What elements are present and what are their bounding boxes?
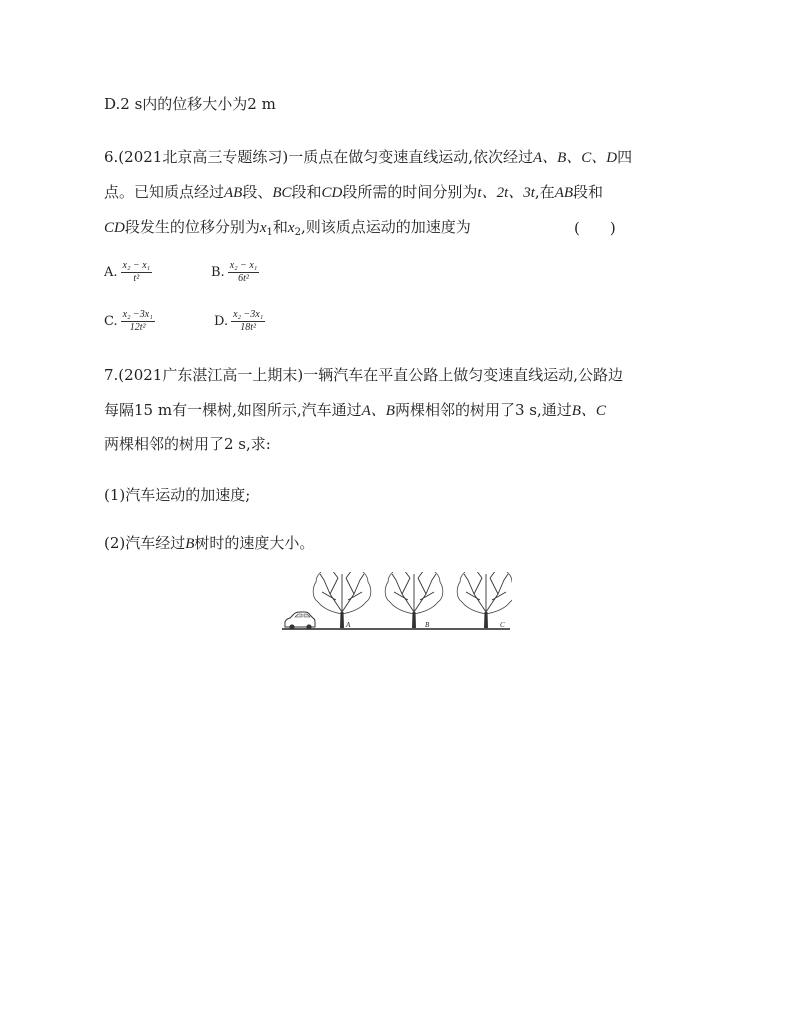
q6-l2-f: 段和 [573, 183, 604, 201]
option-a-fraction [121, 260, 153, 285]
q7-s1: (1)汽车运动的加速度; [104, 486, 251, 504]
q6-points: A、B、C、D [532, 150, 618, 166]
q7-l2-a: 每隔15 m有一棵树,如图所示,汽车通过 [104, 401, 362, 419]
q7-l3: 两棵相邻的树用了2 s,求: [104, 435, 271, 453]
option-b-label: B. [211, 265, 225, 280]
option-c-den: 12t² [129, 322, 146, 333]
q6-cd2: CD [104, 220, 125, 236]
option-a-label: A. [104, 265, 118, 280]
q6-bc: BC [272, 185, 292, 201]
option-c-num: x₂ −3x₁ [122, 309, 153, 320]
tree-a-icon [313, 572, 371, 628]
q7-l1: 7.(2021广东湛江高一上期末)一辆汽车在平直公路上做匀变速直线运动,公路边 [104, 366, 623, 384]
option-a-den: t² [133, 273, 140, 284]
option-d[interactable] [214, 309, 265, 334]
q6-times: t、2t、3t [477, 185, 535, 201]
q7-line-2 [104, 400, 606, 421]
road-trees-illustration [280, 572, 512, 638]
q7-ab: A、B [361, 403, 395, 419]
q7-sub-2 [104, 533, 314, 554]
q7-sub-1 [104, 485, 250, 505]
option-c-label: C. [104, 314, 118, 329]
q7-b: B [185, 536, 195, 552]
q6-line-3 [104, 217, 471, 243]
option-a[interactable] [104, 260, 152, 285]
q6-sub2: 2 [294, 227, 301, 238]
option-a-num: x₂ − x₁ [122, 260, 151, 271]
option-d-text: D.2 s内的位移大小为2 m [104, 95, 276, 113]
option-b[interactable] [211, 260, 259, 285]
q6-l2-b: 段、 [242, 183, 273, 201]
option-b-den: 6t² [238, 273, 249, 284]
q6-l2-e: ,在 [534, 183, 555, 201]
q6-ab2: AB [554, 185, 574, 201]
car-icon [285, 612, 315, 630]
q6-x1: x [259, 220, 267, 236]
option-b-num: x₂ − x₁ [229, 260, 258, 271]
option-d-den: 18t² [240, 322, 257, 333]
tree-b-icon [385, 572, 443, 628]
q6-line-2 [104, 182, 603, 203]
q6-sub1: 1 [266, 227, 273, 238]
option-c-fraction [121, 309, 155, 334]
q6-l1-a: 6.(2021北京高三专题练习)一质点在做匀变速直线运动,依次经过 [104, 148, 533, 166]
tree-label-c: C [500, 621, 505, 629]
q6-l2-c: 段和 [291, 183, 322, 201]
tree-c-icon [457, 572, 512, 628]
q7-l2-b: 两棵相邻的树用了3 s,通过 [394, 401, 572, 419]
q7-bc: B、C [571, 403, 606, 419]
q6-l2-a: 点。已知质点经过 [104, 183, 225, 201]
q7-s2-c: 树时的速度大小。 [194, 534, 315, 552]
q6-l3-a: 段发生的位移分别为 [124, 218, 260, 236]
q6-cd: CD [321, 185, 343, 201]
q6-l1-b: 四 [617, 148, 633, 166]
q6-ab: AB [224, 185, 243, 201]
q7-line-1 [104, 365, 623, 385]
tree-label-b: B [425, 621, 430, 629]
option-d-fraction [231, 309, 265, 334]
tree-label-a: A [346, 621, 351, 629]
q7-line-3 [104, 434, 271, 454]
q6-and: 和 [272, 218, 288, 236]
answer-bracket: ( ) [574, 219, 616, 237]
q6-x2: x [287, 220, 295, 236]
option-d-previous [104, 94, 276, 114]
q6-l2-d: 段所需的时间分别为 [342, 183, 478, 201]
option-d-num: x₂ −3x₁ [233, 309, 264, 320]
q6-l3-b: ,则该质点运动的加速度为 [300, 218, 471, 236]
q7-s2-a: (2)汽车经过 [104, 534, 186, 552]
option-d-label: D. [214, 314, 229, 329]
option-c[interactable] [104, 309, 155, 334]
option-b-fraction [228, 260, 260, 285]
q6-line-1 [104, 147, 632, 168]
